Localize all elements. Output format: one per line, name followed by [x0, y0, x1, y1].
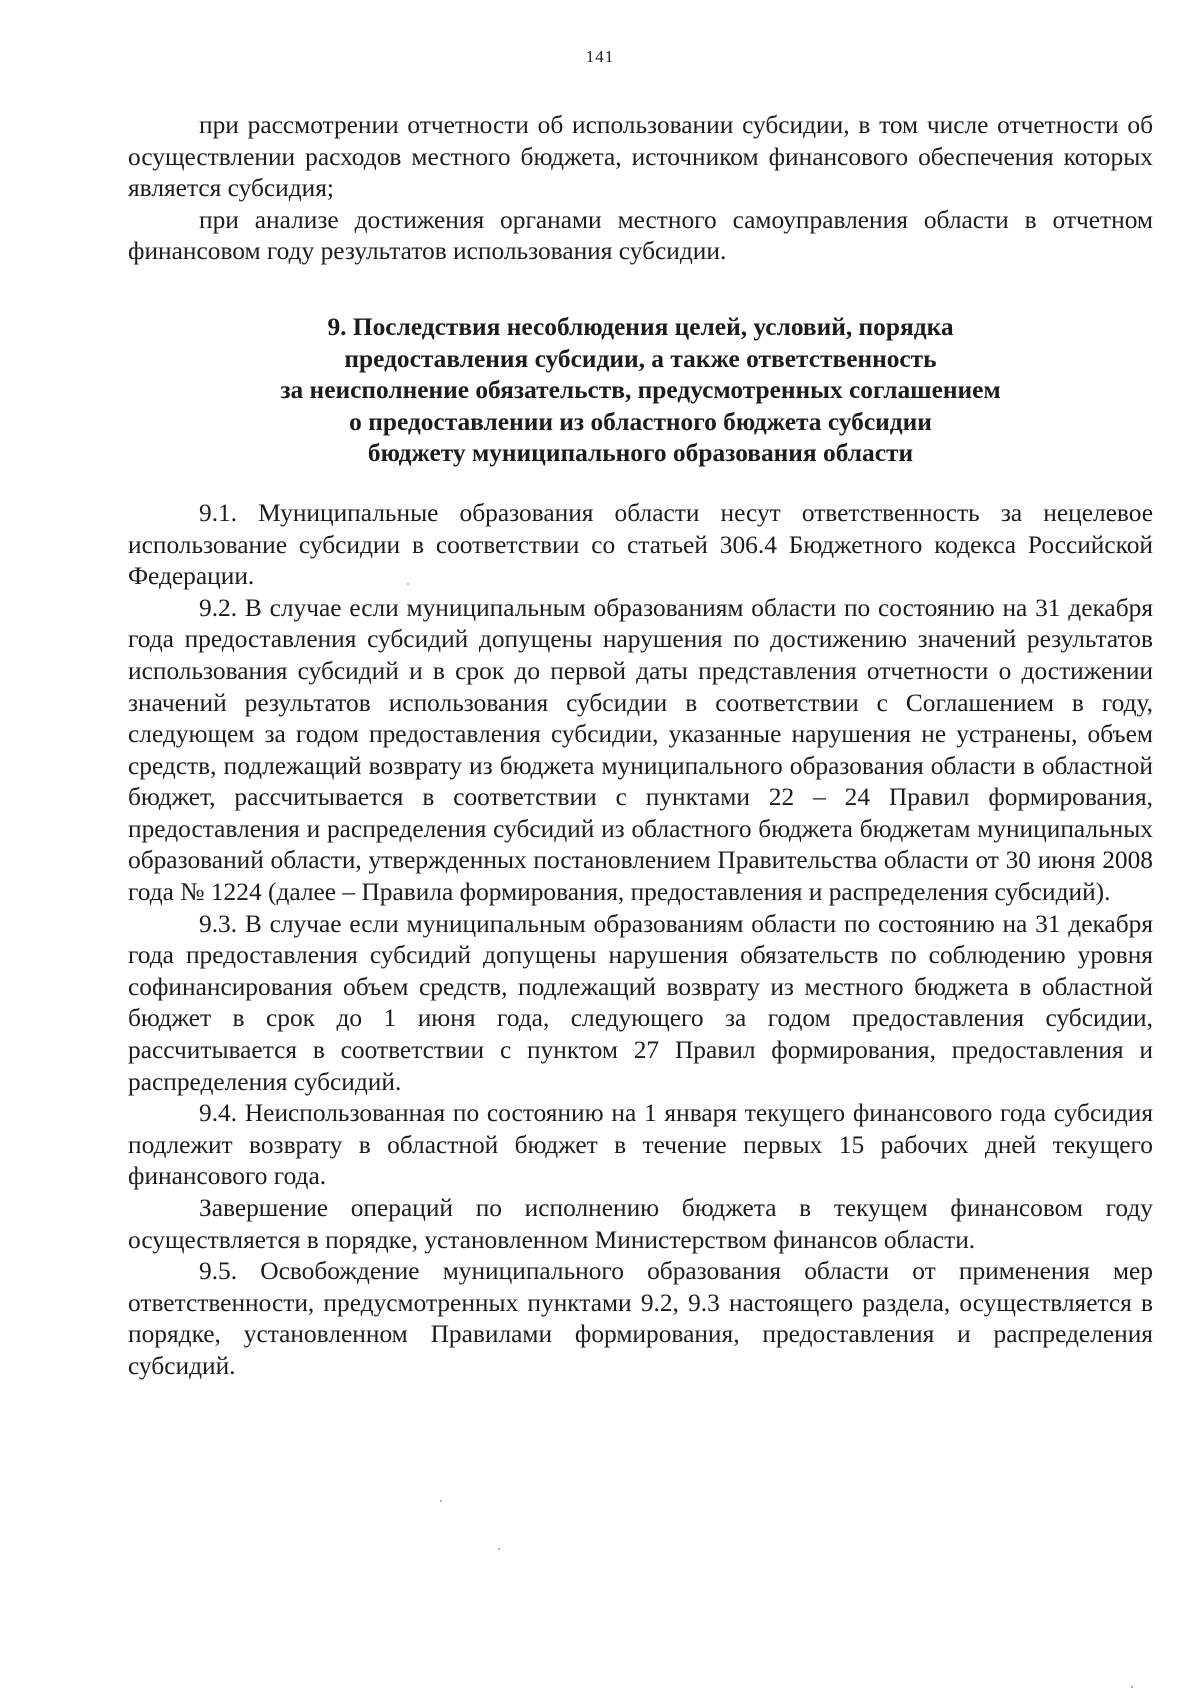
section-paragraph: 9.2. В случае если муниципальным образованиям области по состоянию на 31 декабря года предоставления субсидий допущены нарушения по достижению значений результатов использования субсидий и в срок до первой даты представления отчетности о достижении значений результатов использования субсидии в соответствии с Соглашением в году, следующем за годом предоставления субсидии, указанные нарушения не устранены, объем средств, подлежащий возврату из бюджета муниципального образования области в областной бюджет, рассчитывается в соответствии с пунктами 22 – 24 Правил формирования, предоставления и распределения субсидий из областного бюджета бюджетам муниципальных образований области, утвержденных постановлением Правительства области от 30 июня 2008 года № 1224 (далее – Правила формирования, предоставления и распределения субсидий).	[128, 593, 1153, 907]
scan-speck	[407, 583, 409, 585]
scan-speck	[498, 1548, 500, 1550]
section-heading	[128, 312, 1153, 470]
section-paragraph: 9.5. Освобождение муниципального образования области от применения мер ответственности, предусмотренных пунктами 9.2, 9.3 настоящего раздела, осуществляется в порядке, установленном Правилами формирования, предоставления и распределения субсидий.	[128, 1257, 1153, 1380]
scan-speck	[440, 1500, 442, 1502]
section-heading-line: о предоставлении из областного бюджета субсидии	[349, 407, 932, 436]
section-paragraph: Завершение операций по исполнению бюджета в текущем финансовом году осуществляется в порядке, установленном Министерством финансов области.	[128, 1194, 1153, 1254]
section-paragraph: 9.1. Муниципальные образования области несут ответственность за нецелевое использование субсидии в соответствии со статьей 306.4 Бюджетного кодекса Российской Федерации.	[128, 498, 1153, 591]
section-paragraph: 9.4. Неиспользованная по состоянию на 1 января текущего финансового года субсидия подлежит возврату в областной бюджет в течение первых 15 рабочих дней текущего финансового года.	[128, 1099, 1153, 1191]
section-heading-line: бюджету муниципального образования области	[367, 439, 914, 468]
document-body	[128, 110, 1153, 1383]
intro-paragraph: при рассмотрении отчетности об использовании субсидии, в том числе отчетности об осуществлении расходов местного бюджета, источником финансового обеспечения которых является субсидия;	[128, 111, 1153, 203]
intro-paragraph: при анализе достижения органами местного самоуправления области в отчетном финансовом году результатов использования субсидии.	[128, 205, 1153, 266]
page-number: 141	[585, 47, 615, 66]
scan-speck	[1131, 1686, 1133, 1688]
section-heading-line: за неисполнение обязательств, предусмотренных соглашением	[280, 376, 1001, 405]
section-heading-line: предоставления субсидии, а также ответственность	[344, 344, 937, 373]
section-heading-line: 9. Последствия несоблюдения целей, условий, порядка	[327, 312, 954, 341]
section-paragraph: 9.3. В случае если муниципальным образованиям области по состоянию на 31 декабря года предоставления субсидий допущены нарушения обязательств по соблюдению уровня софинансирования объем средств, подлежащий возврату из местного бюджета в областной бюджет в срок до 1 июня года, следующего за годом предоставления субсидии, рассчитывается в соответствии с пунктом 27 Правил формирования, предоставления и распределения субсидий.	[128, 909, 1153, 1096]
